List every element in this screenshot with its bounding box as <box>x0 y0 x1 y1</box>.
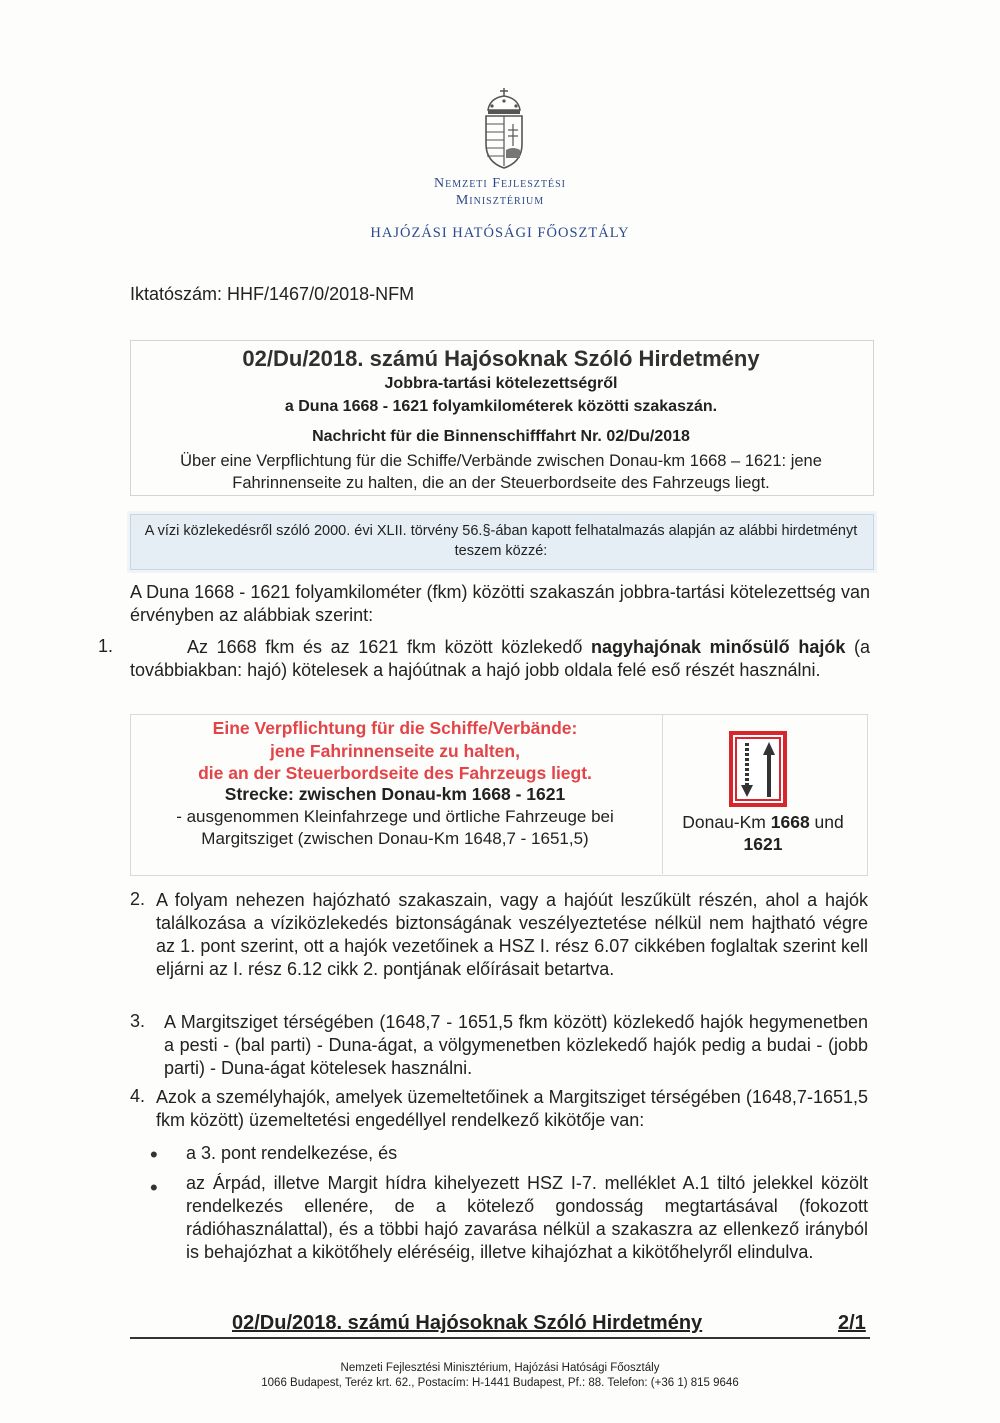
german-red-line2: jene Fahrinnenseite zu halten, <box>270 741 520 761</box>
legal-basis-text: A vízi közlekedésről szóló 2000. évi XLII. törvény 56.§-ában kapott felhatalmazás alapján az alábbi hirdetményt teszem közzé: <box>144 523 858 559</box>
item2-paragraph: A folyam nehezen hajózható szakaszain, vagy a hajóút leszűkült részén, ahol a hajók találkozása a víziközlekedés biztonságának veszélyeztetése nélkül nem hajtható végre az 1. pont szerint, ott a hajók vezetőinek a HSZ I. rész 6.07 cikkében foglaltak szerint kell eljárni az I. rész 6.12 cikk 2. pontjának előírásait betartva. <box>156 890 868 979</box>
item-number: 2. <box>130 889 146 909</box>
bullet-icon: • <box>150 1175 158 1200</box>
item1-paragraph <box>130 636 870 682</box>
item1-text-before: Az 1668 fkm és az 1621 fkm között közlekedő <box>187 637 591 657</box>
footer-title: 02/Du/2018. számú Hajósoknak Szóló Hirdetmény <box>232 1312 703 1334</box>
sign-caption-km1: 1668 <box>770 812 810 832</box>
german-red-line1: Eine Verpflichtung für die Schiffe/Verbände: <box>212 718 578 738</box>
list-item: az Árpád, illetve Margit hídra kihelyezett HSZ I-7. melléklet A.1 tiltó jelekkel közölt rendelkezés ellenére, de a kötelező gondosság megtartásával (fokozott rádióhasználattal), és a többi hajó zavarása nélkül a szakaszra az ellenkező irányból is behajózhat a kikötőhely eléréséig, illetve kihajózhat a kikötőhelyről elindulva. <box>186 1173 868 1262</box>
german-red-line3: die an der Steuerbordseite des Fahrzeugs liegt. <box>198 763 592 783</box>
german-stretch: Strecke: zwischen Donau-km 1668 - 1621 <box>224 784 566 804</box>
german-notice-text: Über eine Verpflichtung für die Schiffe/Verbände zwischen Donau-km 1668 – 1621: jene Fahrinnenseite zu halten, die an der Steuerbordseite des Fahrzeugs liegt. <box>180 452 822 492</box>
item-number: 3. <box>130 1011 146 1031</box>
notice-subtitle-line1: Jobbra-tartási kötelezettségről <box>384 375 618 392</box>
footer-address-line2: 1066 Budapest, Teréz krt. 62., Postacím: H-1441 Budapest, Pf.: 88. Telefon: (+36 1) 815 9646 <box>261 1377 739 1389</box>
footer-divider <box>130 1337 870 1339</box>
sign-caption-km2: 1621 <box>743 834 783 854</box>
item1-text-after: (a továbbiakban: hajó) kötelesek a hajóútnak a hajó jobb oldala felé eső részét használni. <box>130 637 870 680</box>
intro-paragraph: A Duna 1668 - 1621 folyamkilométer (fkm) közötti szakaszán jobbra-tartási kötelezettség van érvényben az alábbiak szerint: <box>130 582 870 625</box>
bullet-icon: • <box>150 1142 158 1167</box>
ministry-name-line2: Minisztérium <box>455 193 545 208</box>
sign-caption <box>663 811 863 855</box>
sign-caption-prefix: Donau-Km <box>682 812 771 832</box>
german-notice-title: Nachricht für die Binnenschifffahrt Nr. 02/Du/2018 <box>312 428 690 445</box>
item-number: 4. <box>130 1086 146 1106</box>
item-number: 1. <box>98 636 114 656</box>
coat-of-arms-icon <box>482 86 526 170</box>
keep-right-sign-icon <box>716 731 800 807</box>
page-number: 2/1 <box>838 1312 866 1334</box>
footer-address-line1: Nemzeti Fejlesztési Minisztérium, Hajózási Hatósági Főosztály <box>340 1362 660 1374</box>
reference-number: Iktatószám: HHF/1467/0/2018-NFM <box>130 284 415 304</box>
german-exception: - ausgenommen Kleinfahrzege und örtliche Fahrzeuge bei Margitsziget (zwischen Donau-Km 1648,7 - 1651,5) <box>176 807 614 848</box>
sign-caption-mid: und <box>809 812 844 832</box>
ministry-name-line1: Nemzeti Fejlesztési <box>433 176 567 191</box>
notice-title: 02/Du/2018. számú Hajósoknak Szóló Hirdetmény <box>242 346 760 371</box>
notice-subtitle-line2: a Duna 1668 - 1621 folyamkilométerek közötti szakaszán. <box>284 398 718 415</box>
item3-paragraph: A Margitsziget térségében (1648,7 - 1651,5 fkm között) közlekedő hajók hegymenetben a pesti - (bal parti) - Duna-ágat, a völgymenetben közlekedő hajók pedig a budai - (jobb parti) - Duna-ágat kötelesek használni. <box>164 1012 868 1078</box>
department-name: HAJÓZÁSI HATÓSÁGI FŐOSZTÁLY <box>370 225 630 241</box>
item4-paragraph: Azok a személyhajók, amelyek üzemeltetőinek a Margitsziget térségében (1648,7-1651,5 fkm között) üzemeltetési engedéllyel rendelkező kikötője van: <box>156 1087 868 1130</box>
item1-text-bold: nagyhajónak minősülő hajók <box>591 637 846 657</box>
list-item: a 3. pont rendelkezése, és <box>186 1143 398 1163</box>
